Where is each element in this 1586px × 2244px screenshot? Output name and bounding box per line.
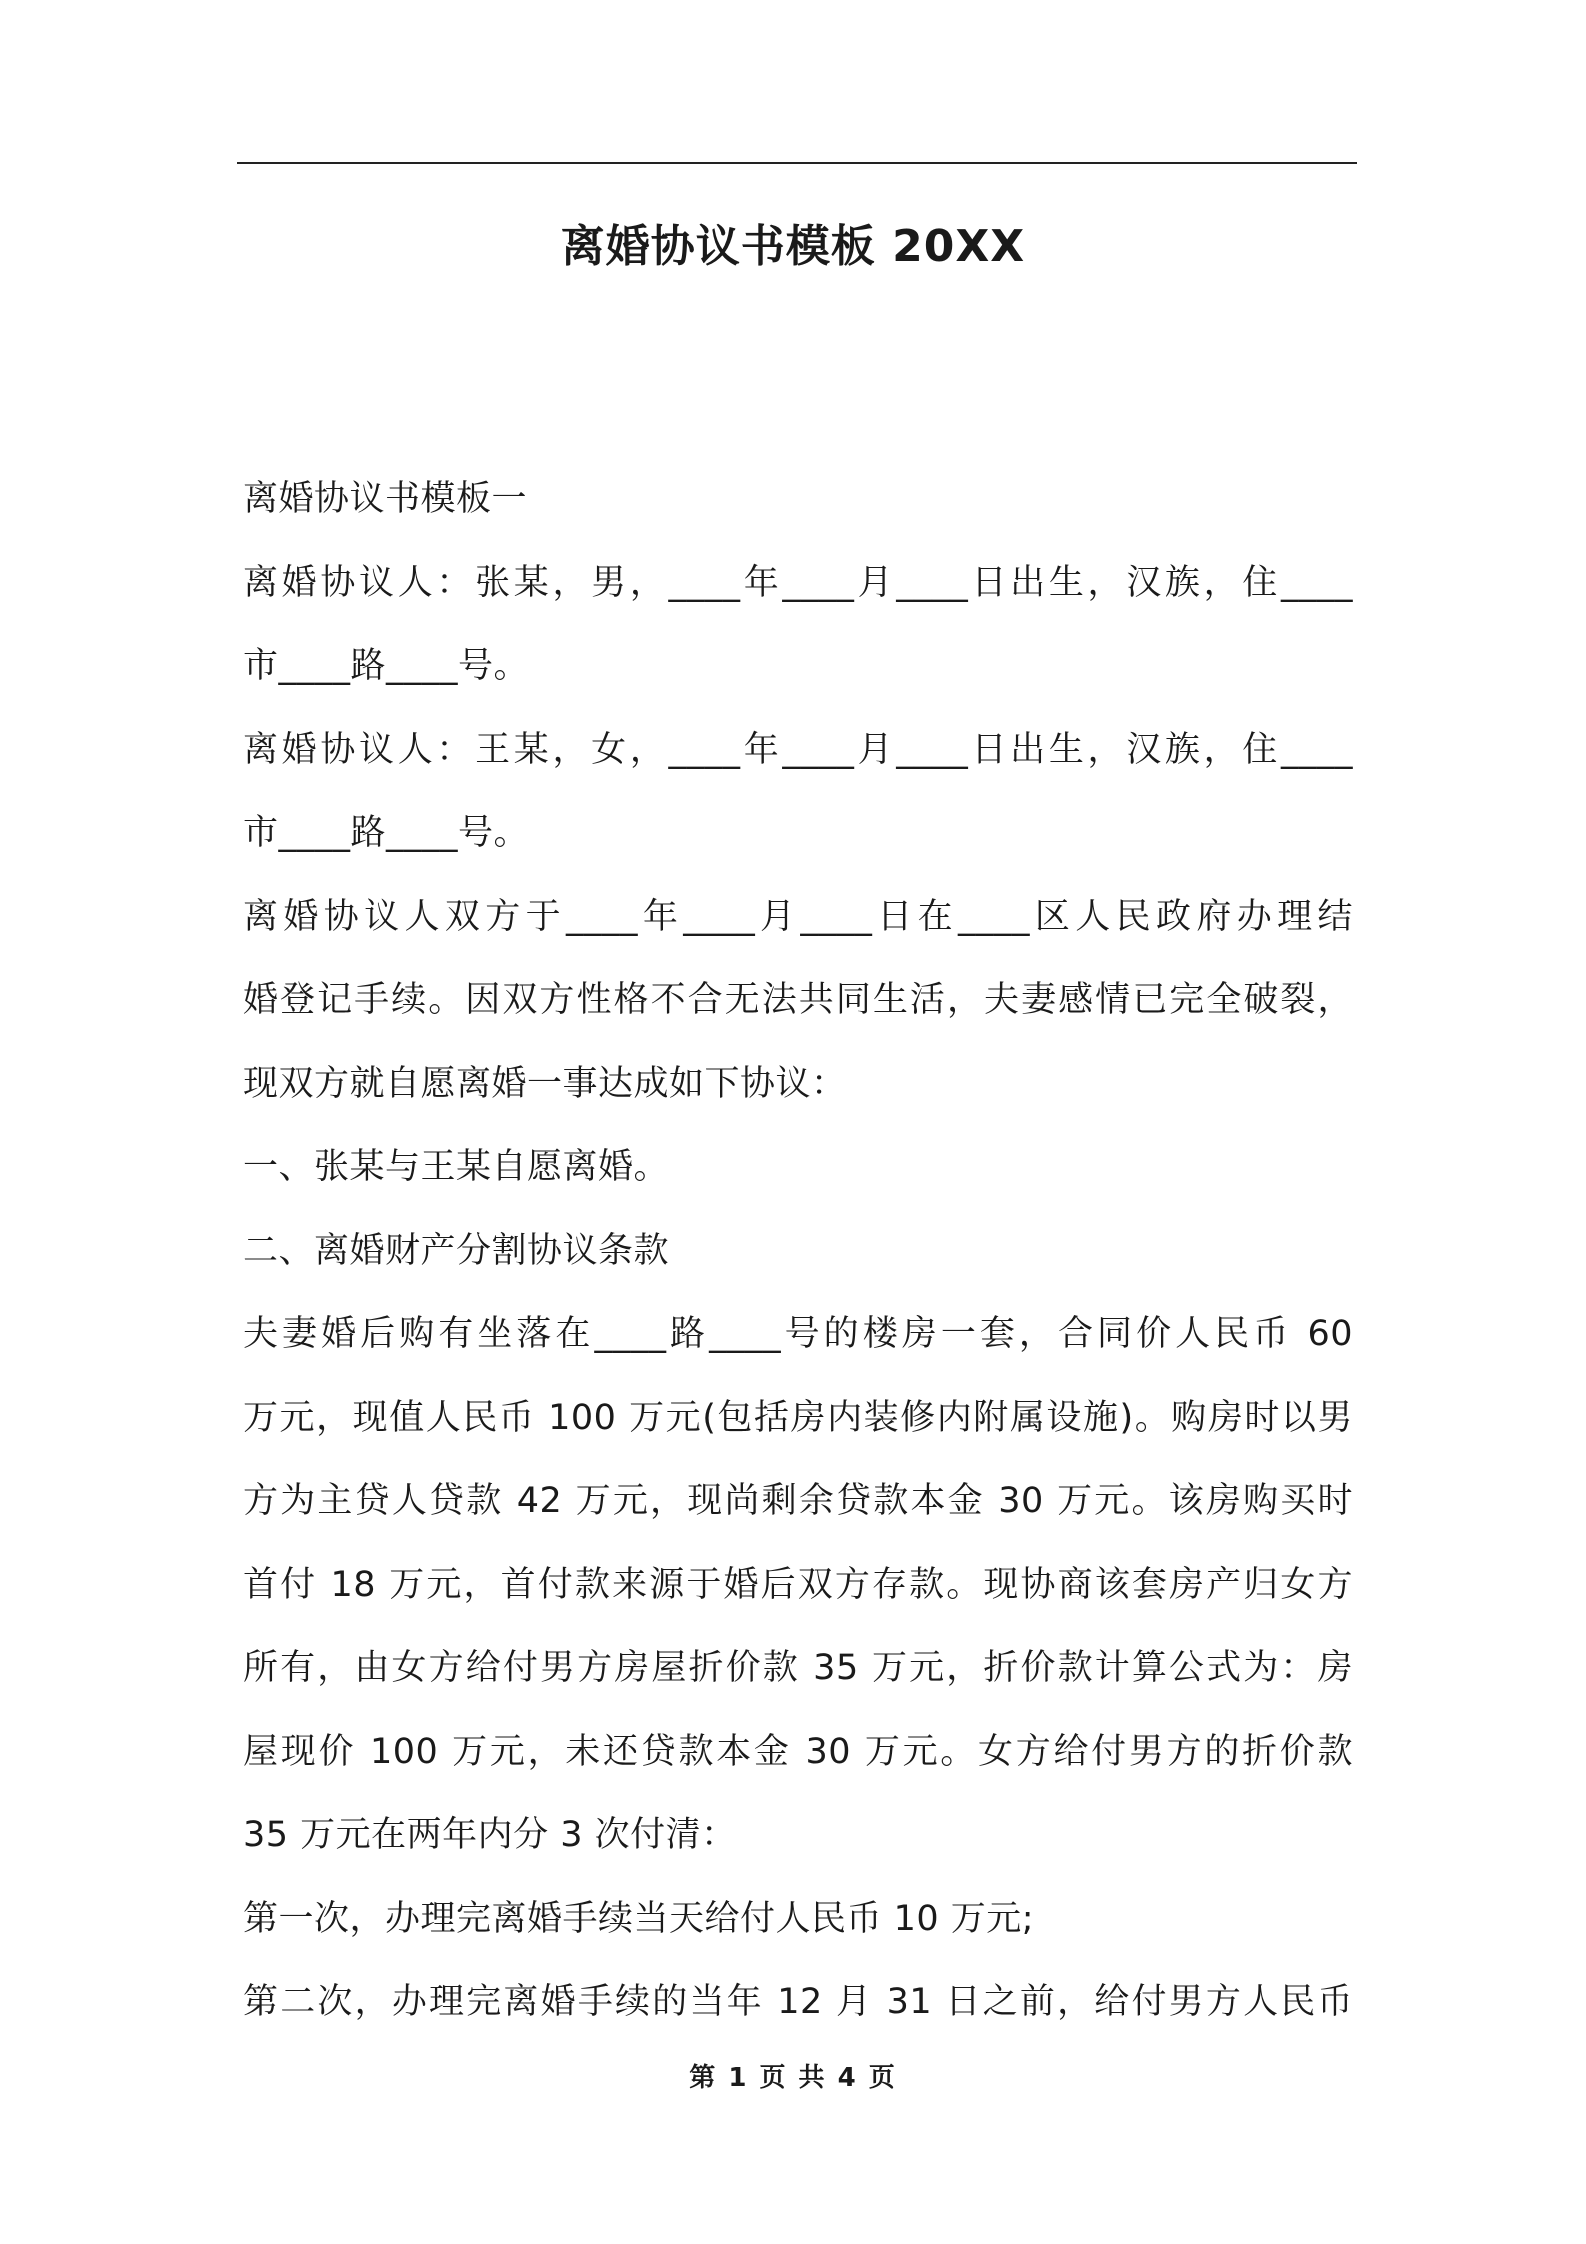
- body-line: 市____路____号。: [243, 813, 530, 853]
- body-line: 万元，现值人民币 100 万元(包括房内装修内附属设施)。购房时以男: [243, 1397, 1353, 1438]
- body-line: 离婚协议人：王某，女，____年____月____日出生，汉族，住____: [243, 729, 1353, 770]
- body-line: 第一次，办理完离婚手续当天给付人民币 10 万元;: [243, 1898, 1035, 1939]
- section-heading: 离婚协议书模板一: [243, 479, 528, 519]
- page-number-footer: 第 1 页 共 4 页: [689, 2063, 897, 2093]
- body-line: 方为主贷人贷款 42 万元，现尚剩余贷款本金 30 万元。该房购买时: [243, 1481, 1353, 1521]
- clause-heading: 一、张某与王某自愿离婚。: [243, 1147, 670, 1187]
- body-line: 离婚协议人双方于____年____月____日在____区人民政府办理结: [243, 896, 1353, 937]
- header-rule: [237, 162, 1357, 164]
- body-line: 屋现价 100 万元，未还贷款本金 30 万元。女方给付男方的折价款: [243, 1731, 1353, 1772]
- clause-heading: 二、离婚财产分割协议条款: [243, 1230, 670, 1271]
- body-line: 现双方就自愿离婚一事达成如下协议：: [243, 1063, 847, 1104]
- document-body: [243, 458, 1353, 2045]
- body-line: 婚登记手续。因双方性格不合无法共同生活，夫妻感情已完全破裂，: [243, 980, 1353, 1020]
- body-line: 首付 18 万元，首付款来源于婚后双方存款。现协商该套房产归女方: [243, 1564, 1353, 1605]
- body-line: 第二次，办理完离婚手续的当年 12 月 31 日之前，给付男方人民币: [243, 1982, 1353, 2022]
- body-line: 所有，由女方给付男方房屋折价款 35 万元，折价款计算公式为：房: [243, 1648, 1353, 1688]
- body-line: 35 万元在两年内分 3 次付清：: [243, 1815, 737, 1855]
- body-line: 夫妻婚后购有坐落在____路____号的楼房一套，合同价人民币 60: [243, 1314, 1353, 1354]
- body-line: 离婚协议人：张某，男，____年____月____日出生，汉族，住____: [243, 562, 1353, 603]
- body-line: 市____路____号。: [243, 646, 530, 686]
- document-title: 离婚协议书模板 20XX: [560, 221, 1026, 272]
